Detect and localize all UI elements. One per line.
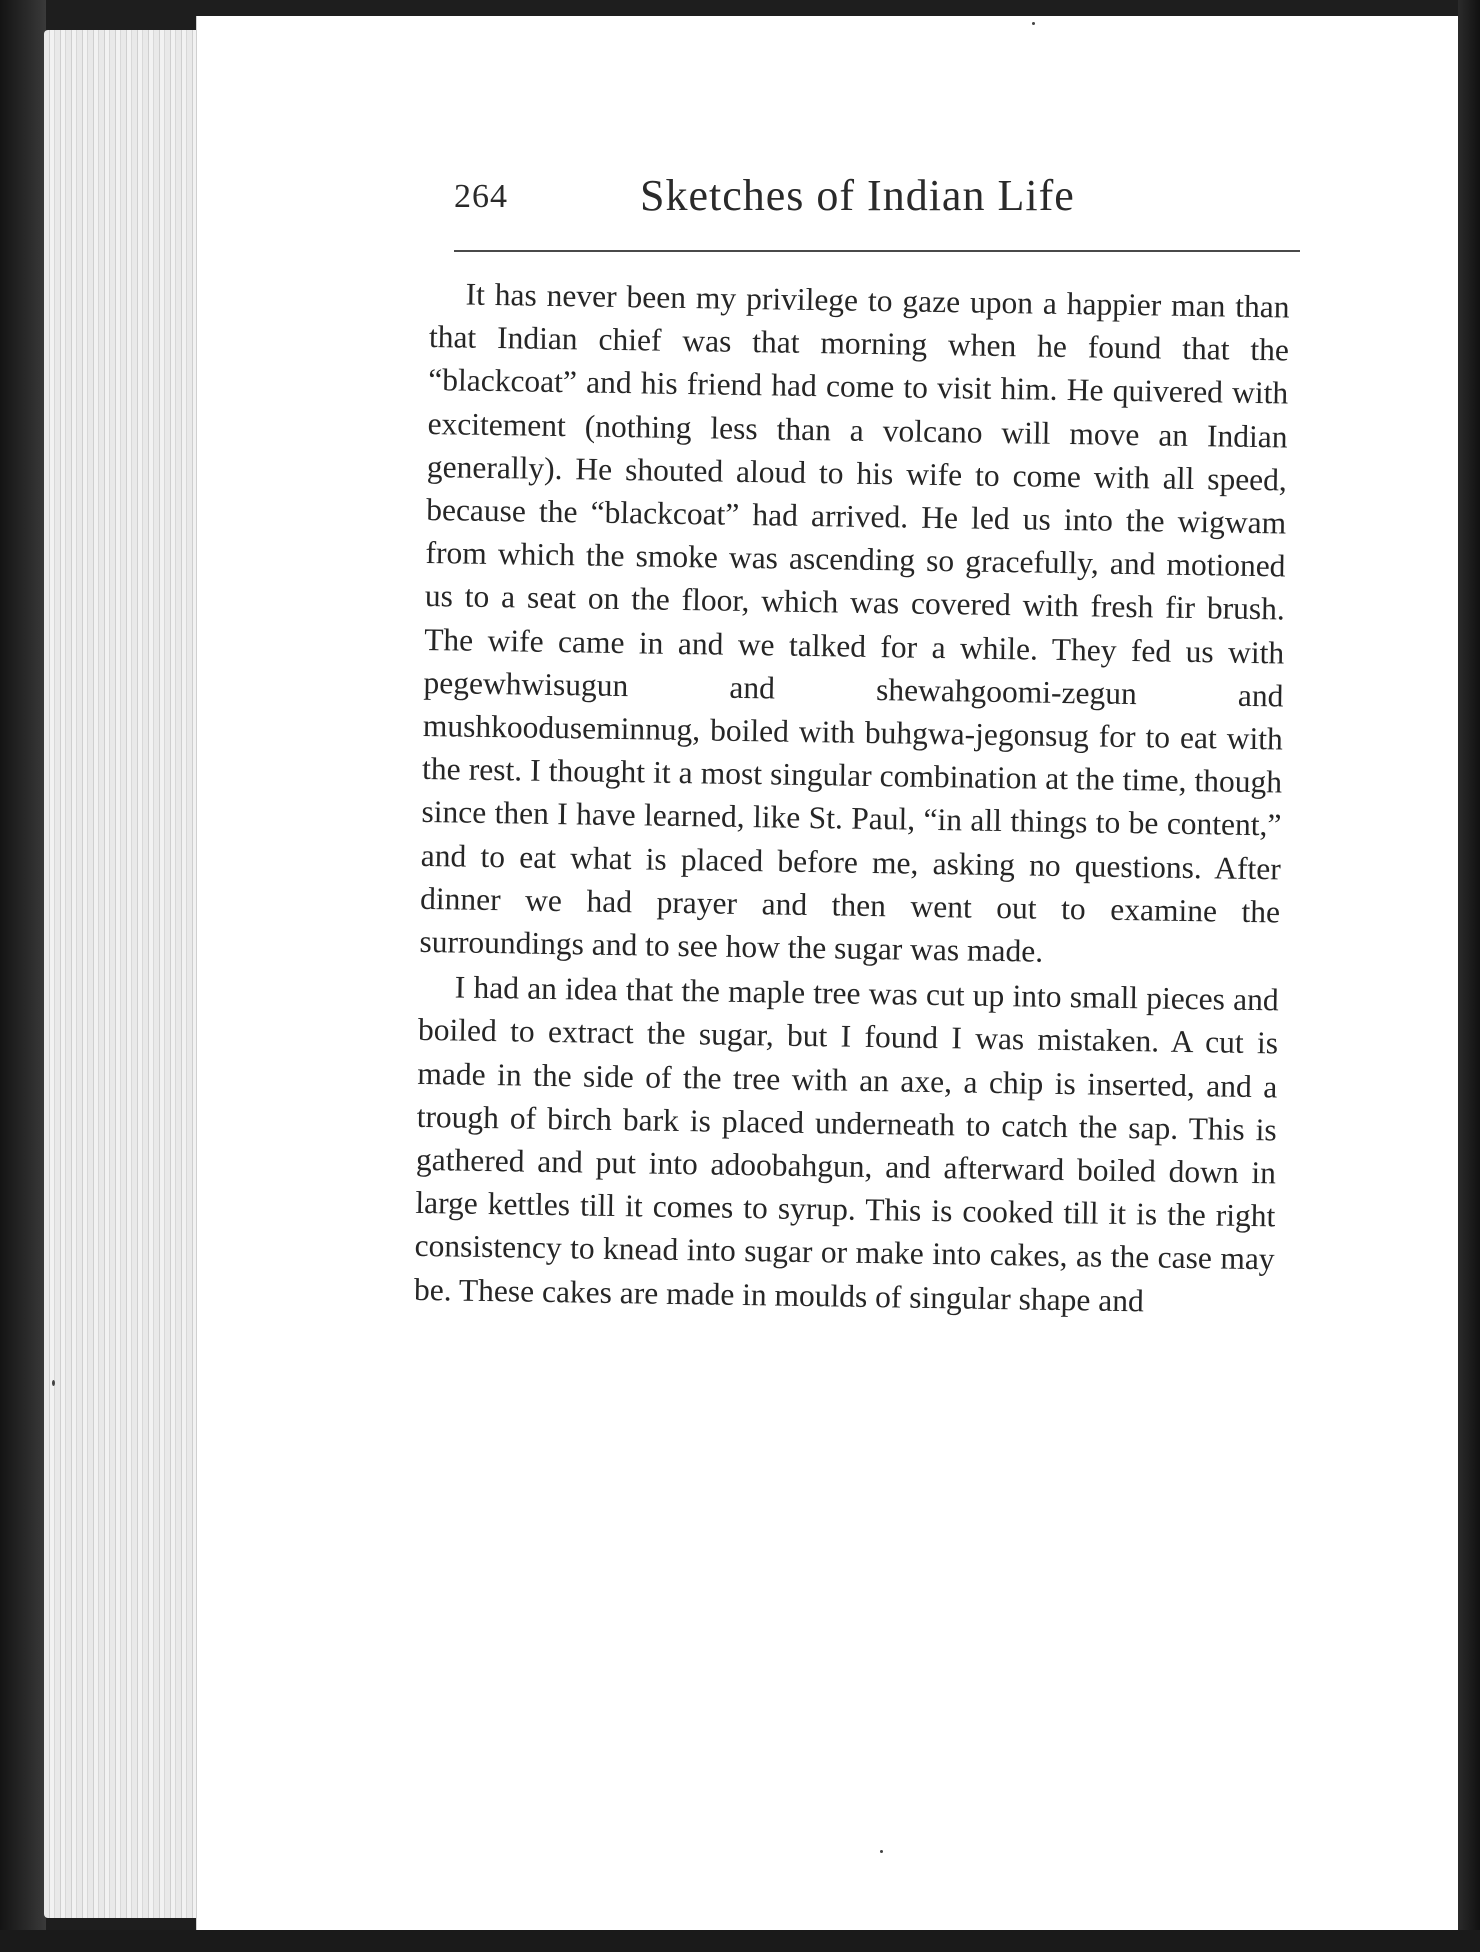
book-cover-edge xyxy=(0,0,46,1952)
scan-speck xyxy=(880,1850,883,1853)
running-head xyxy=(454,170,1300,234)
paragraph-2: I had an idea that the maple tree was cut up into small pieces and boiled to extract the sugar, but I found I was mistaken. A cut is made in the side of the tree with an axe, a chip is inserted, and a trough of birch bark is placed underneath to catch the sap. This is gathered and put into adoobahgun, and afterward boiled down in large kettles till it comes to syrup. This is cooked till it is the right consistency to knead into sugar or make into cakes, as the case may be. These cakes are made in moulds of singular shape and xyxy=(413,969,1279,1319)
header-rule xyxy=(454,250,1300,252)
facing-page-edge xyxy=(1458,0,1480,1952)
scan-speck xyxy=(52,1380,55,1386)
bottom-shadow xyxy=(0,1930,1480,1952)
running-title: Sketches of Indian Life xyxy=(640,171,1075,220)
page-number: 264 xyxy=(454,178,508,215)
paragraph-1: It has never been my privilege to gaze upon a happier man than that Indian chief was that morning when he found that the “blackcoat” and his friend had come to visit him. He quivered with excitement (nothing less than a volcano will move an Indian generally). He shouted aloud to his wife to come with all speed, because the “blackcoat” had arrived. He led us into the wigwam from which the smoke was ascending so gracefully, and motioned us to a seat on the floor, which was covered with fresh fir brush. The wife came in and we talked for a while. They fed us with pegewhwisugun and shewahgoomi-zegun and mushkooduseminnug, boiled with buhgwa-jegonsug for to eat with the rest. I thought it a most singular combination at the time, though since then I have learned, like St. Paul, “in all things to be content,” and to eat what is placed before me, asking no questions. After dinner we had prayer and then went out to examine the surroundings and to see how the sugar was made. xyxy=(419,276,1290,969)
scan-speck xyxy=(1032,22,1035,25)
body-text xyxy=(414,272,1290,1324)
